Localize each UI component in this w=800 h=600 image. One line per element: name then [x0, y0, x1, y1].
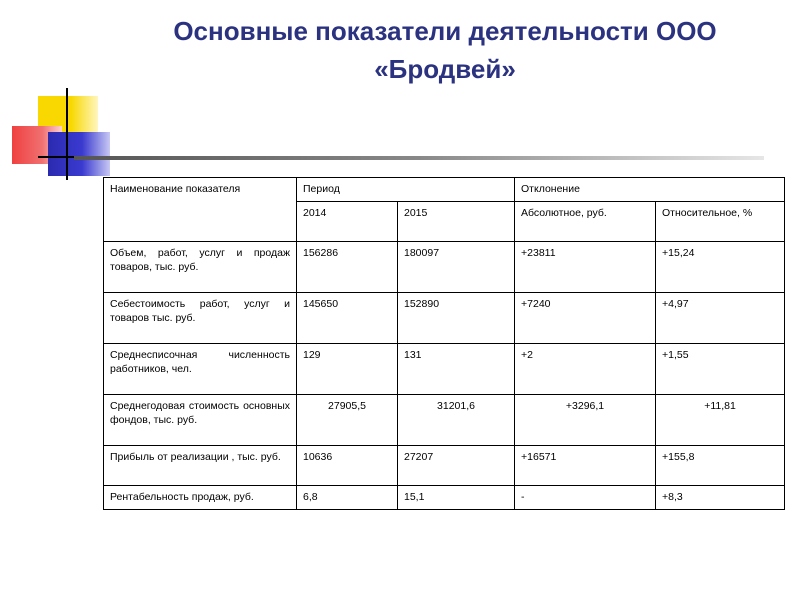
cell-relative: +11,81 [656, 395, 785, 446]
cell-2014: 145650 [297, 293, 398, 344]
row-label: Среднесписочная численность работников, чел. [104, 344, 297, 395]
cell-absolute: +23811 [515, 242, 656, 293]
table-row [104, 242, 785, 293]
cell-2015: 15,1 [398, 486, 515, 510]
cell-absolute: +2 [515, 344, 656, 395]
title-divider-line [74, 156, 764, 160]
header-indicator: Наименование показателя [104, 178, 297, 242]
header-deviation: Отклонение [515, 178, 785, 202]
header-relative: Относительное, % [656, 202, 785, 242]
decor-vertical-line [66, 88, 68, 180]
cell-2014: 10636 [297, 446, 398, 486]
cell-2015: 180097 [398, 242, 515, 293]
table-row [104, 486, 785, 510]
row-label: Объем, работ, услуг и продаж товаров, тыс. руб. [104, 242, 297, 293]
cell-2015: 31201,6 [398, 395, 515, 446]
row-label: Рентабельность продаж, руб. [104, 486, 297, 510]
slide-title-line-1: Основные показатели деятельности ООО [173, 16, 717, 46]
header-period: Период [297, 178, 515, 202]
cell-2014: 129 [297, 344, 398, 395]
indicators-table [103, 177, 785, 510]
cell-2014: 6,8 [297, 486, 398, 510]
row-label: Себестоимость работ, услуг и товаров тыс. руб. [104, 293, 297, 344]
cell-relative: +1,55 [656, 344, 785, 395]
row-label: Среднегодовая стоимость основных фондов, тыс. руб. [104, 395, 297, 446]
table-row [104, 293, 785, 344]
slide-title [150, 12, 740, 88]
cell-relative: +155,8 [656, 446, 785, 486]
cell-relative: +8,3 [656, 486, 785, 510]
decor-short-line [38, 156, 74, 158]
cell-absolute: +3296,1 [515, 395, 656, 446]
table-header-row [104, 178, 785, 202]
cell-2015: 152890 [398, 293, 515, 344]
cell-2014: 27905,5 [297, 395, 398, 446]
header-absolute: Абсолютное, руб. [515, 202, 656, 242]
table-row [104, 344, 785, 395]
table-row [104, 446, 785, 486]
header-year-2014: 2014 [297, 202, 398, 242]
cell-absolute: - [515, 486, 656, 510]
cell-2014: 156286 [297, 242, 398, 293]
cell-relative: +4,97 [656, 293, 785, 344]
cell-relative: +15,24 [656, 242, 785, 293]
row-label: Прибыль от реализации , тыс. руб. [104, 446, 297, 486]
slide-title-line-2: «Бродвей» [374, 54, 516, 84]
cell-absolute: +7240 [515, 293, 656, 344]
header-year-2015: 2015 [398, 202, 515, 242]
decor-blue-square [48, 132, 110, 176]
cell-2015: 27207 [398, 446, 515, 486]
table-row [104, 395, 785, 446]
cell-2015: 131 [398, 344, 515, 395]
cell-absolute: +16571 [515, 446, 656, 486]
